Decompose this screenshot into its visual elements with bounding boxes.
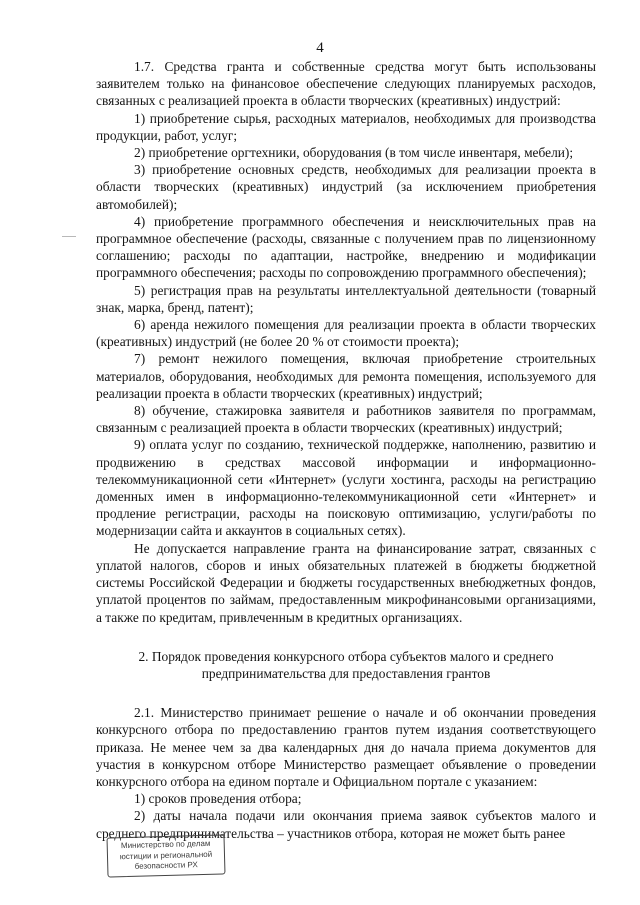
list-item-6: 6) аренда нежилого помещения для реализации проекта в области творческих (креативных) индустрий (не более 20 % от стоимости проекта); xyxy=(96,317,596,350)
section1-intro: 1.7. Средства гранта и собственные средства могут быть использованы заявителем только на финансовое обеспечение следующих планируемых расходов, связанных с реализацией проекта в области творческих (креативных) индустрий: xyxy=(96,59,596,109)
stamp-line-1: Министерство по делам xyxy=(120,838,211,851)
stamp-line-3: безопасности РХ xyxy=(134,860,198,871)
section2-intro: 2.1. Министерство принимает решение о начале и об окончании проведения конкурсного отбора по предоставлению грантов путем издания соответствующего приказа. Не менее чем за два календарных дня до начала приема документов для участия в конкурсном отборе Министерство размещает объявление о проведении конкурсного отбора на едином портале и Официальном портале с указанием: xyxy=(96,705,596,789)
registration-stamp xyxy=(106,834,225,877)
list-item-8: 8) обучение, стажировка заявителя и работников заявителя по программам, связанным с реализацией проекта в области творческих (креативных) индустрий; xyxy=(96,403,596,436)
section2-item-2: 2) даты начала подачи или окончания приема заявок субъектов малого и среднего предпринимательства – участников отбора, которая не может быть ранее xyxy=(96,808,596,841)
list-item-7: 7) ремонт нежилого помещения, включая приобретение строительных материалов, оборудования, необходимых для ремонта помещения, используемого для реализации проекта в области творческих (креативных) индустрий; xyxy=(96,351,596,401)
list-item-9: 9) оплата услуг по созданию, технической поддержке, наполнению, развитию и продвижению в средствах массовой информации и информационно-телекоммуникационной сети «Интернет» (услуги хостинга, расходы на регистрацию доменных имен в информационно-телекоммуникационной сети «Интернет» и продление регистрации, расходы на поисковую оптимизацию, услуги/работы по модернизации сайта и аккаунтов в социальных сетях). xyxy=(96,437,596,539)
section2-heading: 2. Порядок проведения конкурсного отбора субъектов малого и среднего предпринимательства для предоставления грантов xyxy=(138,648,554,681)
list-item-5: 5) регистрация прав на результаты интеллектуальной деятельности (товарный знак, марка, бренд, патент); xyxy=(96,282,596,315)
list-item-2: 2) приобретение оргтехники, оборудования (в том числе инвентаря, мебели); xyxy=(134,145,574,161)
restriction-paragraph: Не допускается направление гранта на финансирование затрат, связанных с уплатой налогов, сборов и иных обязательных платежей в бюджеты бюджетной системы Российской Федерации и бюджеты государственных внебюджетных фондов, уплатой процентов по займам, предоставленным микрофинансовыми организациями, а также по кредитам, привлеченным в кредитных организациях. xyxy=(96,540,596,625)
margin-mark xyxy=(62,236,76,237)
list-item-4: 4) приобретение программного обеспечения и неисключительных прав на программное обеспечение (расходы, связанные с получением прав по лицензионному соглашению; расходы по адаптации, настройке, внедрению и модификации программного обеспечения; расходы по сопровождению программного обеспечения); xyxy=(96,213,596,281)
section2-item-1: 1) сроков проведения отбора; xyxy=(134,791,302,807)
stamp-line-2: юстиции и региональной xyxy=(119,849,213,861)
list-item-3: 3) приобретение основных средств, необходимых для реализации проекта в области творческих (креативных) индустрий (за исключением приобретения автомобилей); xyxy=(96,162,596,212)
document-body xyxy=(96,58,596,842)
page-number: 4 xyxy=(316,40,324,56)
list-item-1: 1) приобретение сырья, расходных материалов, необходимых для производства продукции, работ, услуг; xyxy=(96,110,596,143)
